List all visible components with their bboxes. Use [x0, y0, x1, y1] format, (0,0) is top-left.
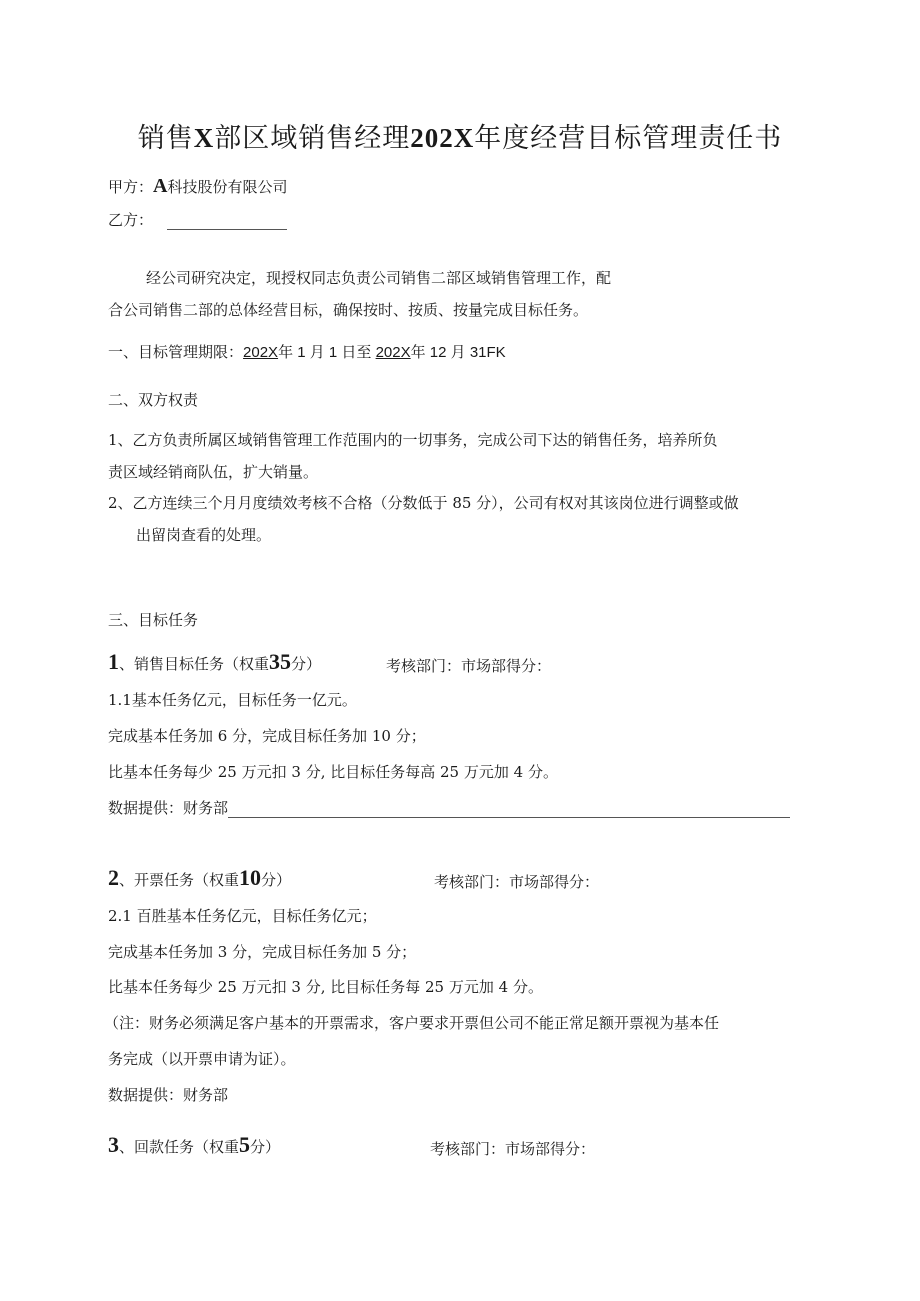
task-2-note-line-1: （注：财务必须满足客户基本的开票需求，客户要求开票但公司不能正常足额开票视为基本任	[104, 1014, 720, 1032]
task-2-dept: 考核部门：市场部得分：	[434, 873, 600, 891]
task-3-heading: 3、回款任务（权重5分）	[108, 1132, 281, 1157]
task-2-data-provider: 数据提供：财务部	[108, 1086, 229, 1104]
task-1-data-provider: 数据提供：财务部	[108, 798, 790, 818]
task-1-dept: 考核部门：市场部得分：	[386, 657, 552, 675]
task-2-note-line-2: 务完成（以开票申请为证）。	[108, 1050, 296, 1068]
section-3-heading: 三、目标任务	[108, 611, 199, 629]
task-3-dept: 考核部门：市场部得分：	[430, 1140, 596, 1158]
task-1-data-blank	[228, 801, 790, 818]
task-2-line-2: 完成基本任务加 3 分，完成目标任务加 5 分；	[108, 943, 417, 961]
task-1-line-2: 完成基本任务加 6 分，完成目标任务加 10 分；	[108, 727, 426, 745]
task-2-line-1: 2.1 百胜基本任务亿元，目标任务亿元；	[108, 907, 377, 925]
intro-line-2: 合公司销售二部的总体经营目标，确保按时、按质、按量完成目标任务。	[108, 301, 589, 319]
section-2-item-1-line-2: 责区域经销商队伍，扩大销量。	[108, 463, 319, 481]
task-1-line-3: 比基本任务每少 25 万元扣 3 分, 比目标任务每高 25 万元加 4 分。	[108, 763, 558, 781]
intro-line-1: 经公司研究决定，现授权同志负责公司销售二部区域销售管理工作，配	[146, 269, 612, 287]
section-2-heading: 二、双方权责	[108, 391, 199, 409]
period-line: 一、目标管理期限：202X年 1 月 1 日至 202X年 12 月 31FK	[108, 343, 506, 361]
task-2-heading: 2、开票任务（权重10分）	[108, 865, 292, 890]
task-1-line-1: 1.1基本任务亿元，目标任务一亿元。	[108, 691, 357, 709]
document-title: 销售X部区域销售经理202X年度经营目标管理责任书	[137, 123, 783, 154]
party-b-blank	[167, 213, 287, 230]
task-1-heading: 1、销售目标任务（权重35分）	[108, 649, 322, 674]
section-2-item-1-line-1: 1、乙方负责所属区域销售管理工作范围内的一切事务，完成公司下达的销售任务，培养所负	[108, 431, 718, 449]
section-2-item-2-line-1: 2、乙方连续三个月月度绩效考核不合格（分数低于 85 分），公司有权对其该岗位进行调整或做	[108, 494, 739, 512]
party-a: 甲方：A科技股份有限公司	[108, 175, 288, 197]
party-b: 乙方：	[108, 210, 287, 230]
task-2-line-3: 比基本任务每少 25 万元扣 3 分, 比目标任务每 25 万元加 4 分。	[108, 978, 543, 996]
section-2-item-2-line-2: 出留岗查看的处理。	[136, 526, 272, 544]
